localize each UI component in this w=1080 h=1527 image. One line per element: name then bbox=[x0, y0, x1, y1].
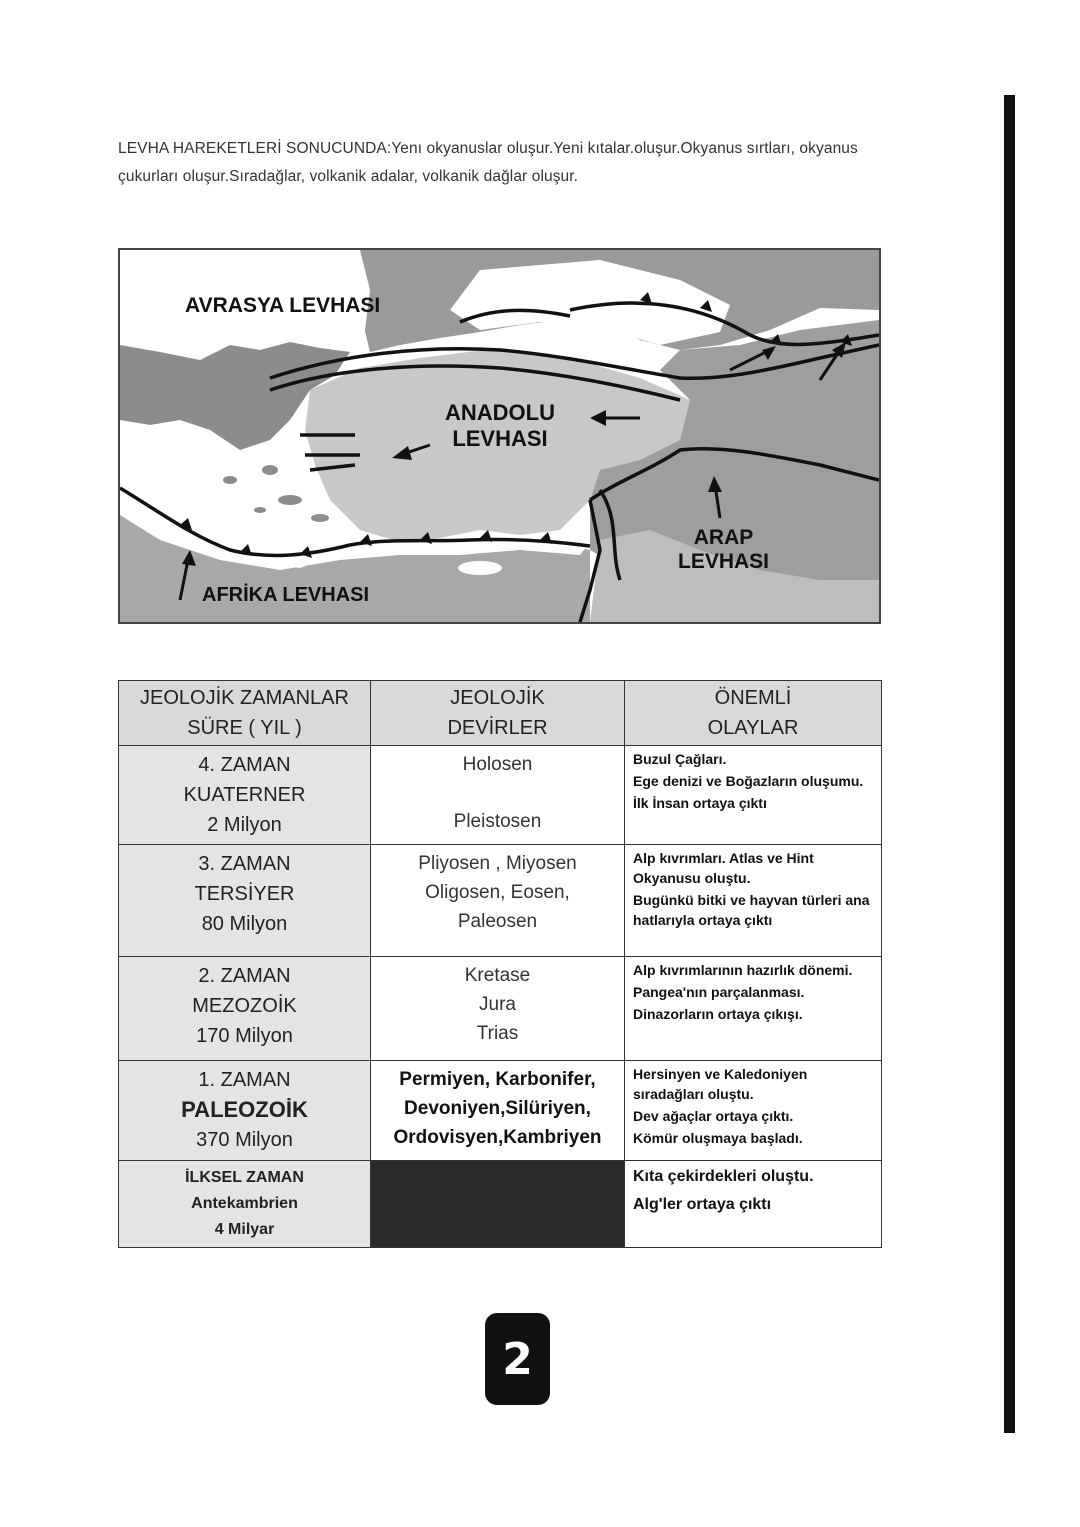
header-olaylar-line1: ÖNEMLİ bbox=[714, 687, 792, 709]
header-zamanlar-line2: SÜRE ( YIL ) bbox=[187, 717, 302, 739]
table-row bbox=[119, 746, 882, 845]
event-item: Pangea'nın parçalanması. bbox=[633, 984, 805, 1000]
plate-map bbox=[118, 248, 881, 624]
label-arap bbox=[678, 526, 769, 574]
event-item: Alp kıvrımlarının hazırlık dönemi. bbox=[633, 962, 853, 978]
label-arap-line2: LEVHASI bbox=[678, 550, 770, 573]
era-duration: 4 Milyar bbox=[214, 1221, 275, 1238]
period: Holosen bbox=[462, 754, 533, 775]
event-item: İlk İnsan ortaya çıktı bbox=[633, 795, 767, 811]
period: Pliyosen , Miyosen bbox=[418, 853, 577, 874]
periods-cell-empty bbox=[371, 1161, 625, 1248]
event-item: Bugünkü bitki ve hayvan türleri ana hatlarıyla ortaya çıktı bbox=[633, 892, 870, 928]
table-header-row bbox=[119, 681, 882, 746]
period: Kretase bbox=[464, 965, 531, 986]
era-duration: 370 Milyon bbox=[196, 1129, 293, 1151]
periods-cell bbox=[371, 845, 625, 957]
period: Permiyen, Karbonifer, bbox=[399, 1069, 596, 1090]
header-devirler bbox=[371, 681, 625, 746]
era-number: 4. ZAMAN bbox=[198, 754, 291, 776]
events-cell bbox=[625, 1161, 882, 1248]
event-item: Kömür oluşmaya başladı. bbox=[633, 1130, 803, 1146]
events-cell bbox=[625, 746, 882, 845]
label-anadolu-line2: LEVHASI bbox=[452, 426, 548, 451]
era-name: KUATERNER bbox=[183, 784, 306, 806]
era-number: 1. ZAMAN bbox=[198, 1069, 291, 1091]
period: Pleistosen bbox=[453, 811, 542, 832]
header-zamanlar-line1: JEOLOJİK ZAMANLAR bbox=[140, 687, 349, 709]
era-name: PALEOZOİK bbox=[181, 1097, 308, 1122]
period: Oligosen, Eosen, bbox=[425, 882, 570, 903]
header-zamanlar bbox=[119, 681, 371, 746]
page-number: 2 bbox=[485, 1313, 550, 1405]
intro-paragraph: LEVHA HAREKETLERİ SONUCUNDA:Yenı okyanuslar oluşur.Yeni kıtalar.oluşur.Okyanus sırtları, okyanus çukurları oluşur.Sıradağlar, volkanik adalar, volkanik dağlar oluşur. bbox=[118, 140, 858, 185]
periods-cell bbox=[371, 957, 625, 1061]
event-item: Buzul Çağları. bbox=[633, 751, 727, 767]
era-number: İLKSEL ZAMAN bbox=[185, 1169, 304, 1186]
era-name: Antekambrien bbox=[191, 1195, 298, 1212]
era-cell bbox=[119, 957, 371, 1061]
era-cell bbox=[119, 1061, 371, 1161]
label-arap-line1: ARAP bbox=[693, 526, 754, 549]
era-cell bbox=[119, 845, 371, 957]
era-number: 3. ZAMAN bbox=[198, 853, 291, 875]
period: Trias bbox=[476, 1023, 519, 1044]
table-row bbox=[119, 845, 882, 957]
event-item: Kıta çekirdekleri oluştu. bbox=[633, 1168, 814, 1185]
era-cell bbox=[119, 746, 371, 845]
era-duration: 80 Milyon bbox=[201, 913, 288, 935]
event-item: Dinazorların ortaya çıkışı. bbox=[633, 1006, 803, 1022]
era-cell bbox=[119, 1161, 371, 1248]
events-cell bbox=[625, 845, 882, 957]
event-item: Dev ağaçlar ortaya çıktı. bbox=[633, 1108, 794, 1124]
event-item: Alp kıvrımları. Atlas ve Hint Okyanusu oluştu. bbox=[633, 850, 814, 886]
geologic-time-table bbox=[118, 680, 882, 1248]
table-row bbox=[119, 957, 882, 1061]
period: Paleosen bbox=[457, 911, 538, 932]
era-name: MEZOZOİK bbox=[192, 995, 297, 1017]
table-row bbox=[119, 1061, 882, 1161]
periods-cell bbox=[371, 746, 625, 845]
events-cell bbox=[625, 1061, 882, 1161]
period: Devoniyen,Silüriyen, bbox=[404, 1098, 591, 1119]
event-item: Hersinyen ve Kaledoniyen sıradağları oluştu. bbox=[633, 1066, 808, 1102]
label-anadolu bbox=[445, 400, 555, 452]
table-row bbox=[119, 1161, 882, 1248]
periods-cell bbox=[371, 1061, 625, 1161]
label-afrika: AFRİKA LEVHASI bbox=[202, 584, 370, 606]
header-olaylar bbox=[625, 681, 882, 746]
events-cell bbox=[625, 957, 882, 1061]
header-olaylar-line2: OLAYLAR bbox=[707, 717, 799, 739]
label-anadolu-line1: ANADOLU bbox=[445, 400, 555, 425]
era-name: TERSİYER bbox=[194, 883, 295, 905]
era-duration: 2 Milyon bbox=[207, 814, 282, 836]
event-item: Alg'ler ortaya çıktı bbox=[633, 1196, 772, 1213]
cyprus-island bbox=[458, 561, 502, 575]
page-edge-bar bbox=[1004, 95, 1015, 1433]
period: Jura bbox=[479, 994, 516, 1015]
event-item: Ege denizi ve Boğazların oluşumu. bbox=[633, 773, 864, 789]
label-avrasya: AVRASYA LEVHASI bbox=[185, 294, 381, 317]
era-number: 2. ZAMAN bbox=[198, 965, 291, 987]
header-devirler-line1: JEOLOJİK bbox=[450, 687, 545, 709]
header-devirler-line2: DEVİRLER bbox=[447, 717, 548, 739]
era-duration: 170 Milyon bbox=[196, 1025, 293, 1047]
period: Ordovisyen,Kambriyen bbox=[393, 1127, 602, 1148]
